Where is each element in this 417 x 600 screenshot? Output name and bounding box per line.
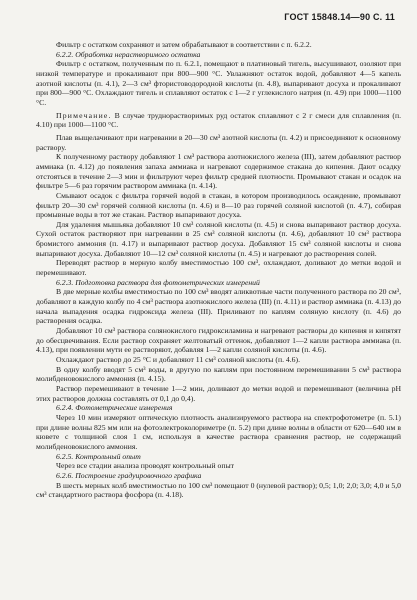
paragraph-text: 6.2.5. Контрольный опыт [56,451,141,461]
paragraph [36,384,401,403]
paragraph [36,287,401,326]
paragraph-text: В одну колбу вводят 5 см³ воды, в другую по каплям при постоянном перемешивании 5 см³ раствора молибденовокислого аммония (п. 4.15). [36,364,401,384]
paragraph [36,365,401,384]
paragraph-text: Раствор перемешивают в течение 1—2 мин, доливают до метки водой и перемешивают (величина pH этих растворов должна составлять от 0,1 до 0,4). [36,383,401,403]
note-paragraph [36,111,401,130]
note-label: Примечание. [56,110,112,120]
paragraph [36,40,401,50]
paragraph [36,59,401,107]
paragraph [36,220,401,259]
paragraph [36,326,401,355]
paragraph-text: Смывают осадок с фильтра горячей водой в стакан, в котором производилось осаждение, промывают фильтр 20—30 см³ горячей соляной кислоты (п. 4.6) и 8—10 раз горячей соляной кислотой (п. 4.7), собирая промывные воды в тот же стакан. Раствор выпаривают досуха. [36,190,401,220]
section-heading [36,403,401,413]
paragraph-text: 6.2.4. Фотометрические измерения [56,403,173,413]
paragraph-text: 6.2.6. Построение градуировочного графика [56,470,202,480]
paragraph [36,461,401,471]
section-heading [36,50,401,60]
paragraph-text: Добавляют 10 см³ раствора солянокислого гидроксиламина и нагревают растворы до кипения и кипятят до обесцвечивания. Если раствор сохраняет желтоватый оттенок, добавляют 1—2 капли раствора аммиака (п. 4.13), при появлении мути ее растворяют, добавляя 1—2 капли соляной кислоты (п. 4.6). [36,326,401,355]
paragraph [36,133,401,152]
section-heading [36,471,401,481]
paragraph [36,191,401,220]
paragraph-text: Через все стадии анализа проводят контрольный опыт [56,461,235,471]
document-body [36,40,401,500]
paragraph-text: В шесть мерных колб вместимостью по 100 см³ помещают 0 (нулевой раствор); 0,5; 1,0; 2,0; 3,0; 4,0 и 5,0 см³ стандартного раствора фосфора (п. 4.18). [36,480,401,500]
paragraph-text: Фильтр с остатком, полученным по п. 6.2.1, помещают в платиновый тигель, высушивают, озоляют при низкой температуре и прокаливают при 800—900 °С. Увлажняют остаток водой, добавляют 4—5 капель азотной кислоты (п. 4.1), 2—3 см³ фтористоводородной кислоты (п. 4.8), выпаривают досуха и прокаливают при 800—900 °С. Охлаждают тигель и сплавляют остаток с 1—2 г углекислого натрия (п. 4.9) при 1000—1100 °С. [36,59,401,107]
paragraph-text: Для удаления мышьяка добавляют 10 см³ соляной кислоты (п. 4.5) и снова выпаривают раствор досуха. Сухой остаток растворяют при нагревании в 25 см³ соляной кислоты (п. 4.6), добавляют 10 см³ раствора бромистого аммония (п. 4.17) и выпаривают раствор досуха. Добавляют 15 см³ соляной кислоты и снова выпаривают досуха. Добавляют 10—12 см³ соляной кислоты (п. 4.5) и нагревают до растворения солей. [36,219,401,258]
section-heading [36,278,401,288]
paragraph-text: Охлаждают раствор до 25 °С и добавляют 11 см³ соляной кислоты (п. 4.6). [56,355,301,364]
paragraph [36,413,401,452]
paragraph-text: 6.2.2. Обработка нерастворимого остатка [56,49,201,59]
paragraph-text: Плав выщелачивают при нагревании в 20—30 см³ азотной кислоты (п. 4.2) и присоединяют к основному раствору. [36,132,401,152]
paragraph-text: В две мерные колбы вместимостью по 100 см³ вводят аликвотные части полученного раствора по 20 см³, добавляют в каждую колбу по 4 см³ раствора азотнокислого железа (III) (п. 4.11) и раствор аммиака (п. 4.13) до начала выпадения осадка гидроксида железа (III). Приливают по каплям соляную кислоту (п. 4.6) до растворения осадка. [36,287,401,326]
paragraph-text: 6.2.3. Подготовка раствора для фотометрических измерений [56,277,260,287]
paragraph-text: Фильтр с остатком сохраняют и затем обрабатывают в соответствии с п. 6.2.2. [56,40,312,49]
paragraph [36,481,401,500]
paragraph-text: В случае труднорастворимых руд остаток сплавляют с 2 г смеси для сплавления (п. 4.10) при 1000—1100 °С. [36,110,401,130]
paragraph-text: Через 10 мин измеряют оптическую плотность анализируемого раствора на спектрофотометре (п. 5.1) при длине волны 825 мм или на фотоэлектроколориметре (п. 5.2) при длине волны в области от 620—640 нм в кювете с толщиной слоя 1 см, используя в качестве раствора сравнения раствор, не содержащий молибденовокислого аммония. [36,412,401,451]
page-header: ГОСТ 15848.14—90 С. 11 [284,12,395,22]
paragraph-text: К полученному раствору добавляют 1 см³ раствора азотнокислого железа (III), затем добавляют раствор аммиака (п. 4.12) до появления запаха аммиака и нагревают содержимое стакана до кипения. Дают осадку отстояться в течение 2—3 мин и фильтруют через фильтр средней плотности. Промывают стакан и осадок на фильтре 5—6 раз горячим раствором аммиака (п. 4.14). [36,152,401,191]
paragraph [36,355,401,365]
paragraph-text: Переводят раствор в мерную колбу вместимостью 100 см³, охлаждают, доливают до метки водой и перемешивают. [36,258,401,278]
section-heading [36,452,401,462]
paragraph [36,258,401,277]
paragraph [36,152,401,191]
